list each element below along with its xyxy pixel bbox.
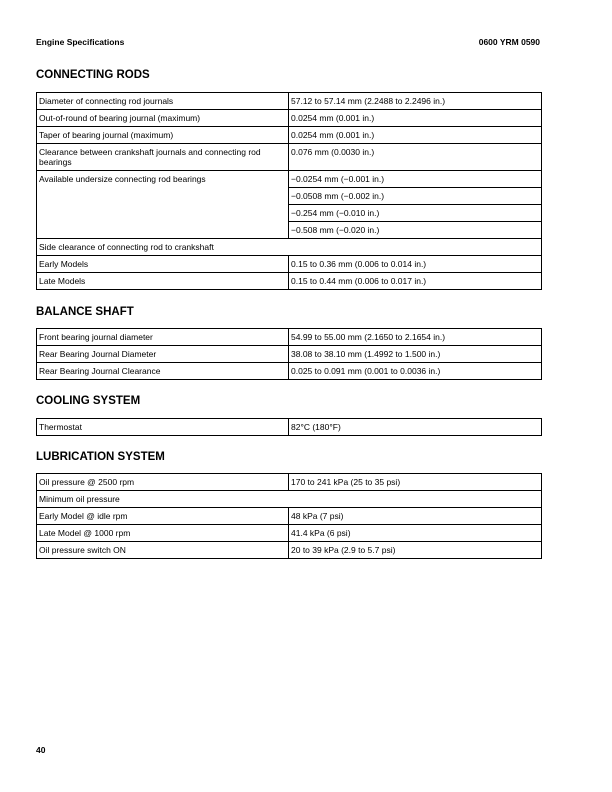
spec-group-label: Side clearance of connecting rod to crankshaft — [37, 239, 542, 256]
spec-value: 0.0254 mm (0.001 in.) — [289, 110, 542, 127]
header-title: Engine Specifications — [36, 37, 125, 47]
table-row — [37, 144, 542, 171]
spec-label: Diameter of connecting rod journals — [37, 93, 289, 110]
spec-value: 41.4 kPa (6 psi) — [289, 525, 542, 542]
spec-value: 0.15 to 0.44 mm (0.006 to 0.017 in.) — [289, 273, 542, 290]
table-row — [37, 474, 542, 491]
spec-label: Late Models — [37, 273, 289, 290]
spec-label: Taper of bearing journal (maximum) — [37, 127, 289, 144]
table-row — [37, 110, 542, 127]
table-row — [37, 525, 542, 542]
lubrication-system-table — [36, 473, 542, 559]
table-row — [37, 508, 542, 525]
document-number: 0600 YRM 0590 — [478, 37, 540, 47]
spec-value: 0.0254 mm (0.001 in.) — [289, 127, 542, 144]
balance-shaft-table — [36, 328, 542, 380]
spec-value: 170 to 241 kPa (25 to 35 psi) — [289, 474, 542, 491]
spec-label: Thermostat — [37, 419, 289, 436]
spec-label: Available undersize connecting rod bearings — [37, 171, 289, 239]
spec-value: −0.0508 mm (−0.002 in.) — [289, 188, 542, 205]
cooling-system-table — [36, 418, 542, 436]
spec-value: 38.08 to 38.10 mm (1.4992 to 1.500 in.) — [289, 346, 542, 363]
spec-value: 20 to 39 kPa (2.9 to 5.7 psi) — [289, 542, 542, 559]
section-title-connecting-rods: CONNECTING RODS — [36, 69, 150, 81]
spec-group-label: Minimum oil pressure — [37, 491, 542, 508]
table-row — [37, 273, 542, 290]
spec-value: 0.076 mm (0.0030 in.) — [289, 144, 542, 171]
spec-label: Front bearing journal diameter — [37, 329, 289, 346]
spec-value: 48 kPa (7 psi) — [289, 508, 542, 525]
table-row — [37, 346, 542, 363]
spec-value: 54.99 to 55.00 mm (2.1650 to 2.1654 in.) — [289, 329, 542, 346]
spec-label: Clearance between crankshaft journals and connecting rod bearings — [37, 144, 289, 171]
table-row — [37, 329, 542, 346]
spec-label: Out-of-round of bearing journal (maximum) — [37, 110, 289, 127]
spec-label: Late Model @ 1000 rpm — [37, 525, 289, 542]
spec-value: 57.12 to 57.14 mm (2.2488 to 2.2496 in.) — [289, 93, 542, 110]
section-title-lubrication-system: LUBRICATION SYSTEM — [36, 451, 165, 463]
spec-label: Early Model @ idle rpm — [37, 508, 289, 525]
table-row — [37, 93, 542, 110]
table-row — [37, 363, 542, 380]
spec-label: Oil pressure switch ON — [37, 542, 289, 559]
spec-value: −0.254 mm (−0.010 in.) — [289, 205, 542, 222]
table-row — [37, 239, 542, 256]
spec-label: Rear Bearing Journal Diameter — [37, 346, 289, 363]
spec-value: −0.0254 mm (−0.001 in.) — [289, 171, 542, 188]
section-title-cooling-system: COOLING SYSTEM — [36, 395, 141, 407]
table-row — [37, 491, 542, 508]
spec-value: 0.15 to 0.36 mm (0.006 to 0.014 in.) — [289, 256, 542, 273]
section-title-balance-shaft: BALANCE SHAFT — [36, 306, 134, 318]
spec-label: Rear Bearing Journal Clearance — [37, 363, 289, 380]
spec-value: 82°C (180°F) — [289, 419, 542, 436]
spec-label: Oil pressure @ 2500 rpm — [37, 474, 289, 491]
table-row — [37, 256, 542, 273]
spec-value: 0.025 to 0.091 mm (0.001 to 0.0036 in.) — [289, 363, 542, 380]
page-number: 40 — [36, 745, 46, 755]
table-row — [37, 127, 542, 144]
table-row — [37, 542, 542, 559]
spec-value: −0.508 mm (−0.020 in.) — [289, 222, 542, 239]
spec-label: Early Models — [37, 256, 289, 273]
table-row — [37, 419, 542, 436]
table-row — [37, 171, 542, 188]
connecting-rods-table — [36, 92, 542, 290]
